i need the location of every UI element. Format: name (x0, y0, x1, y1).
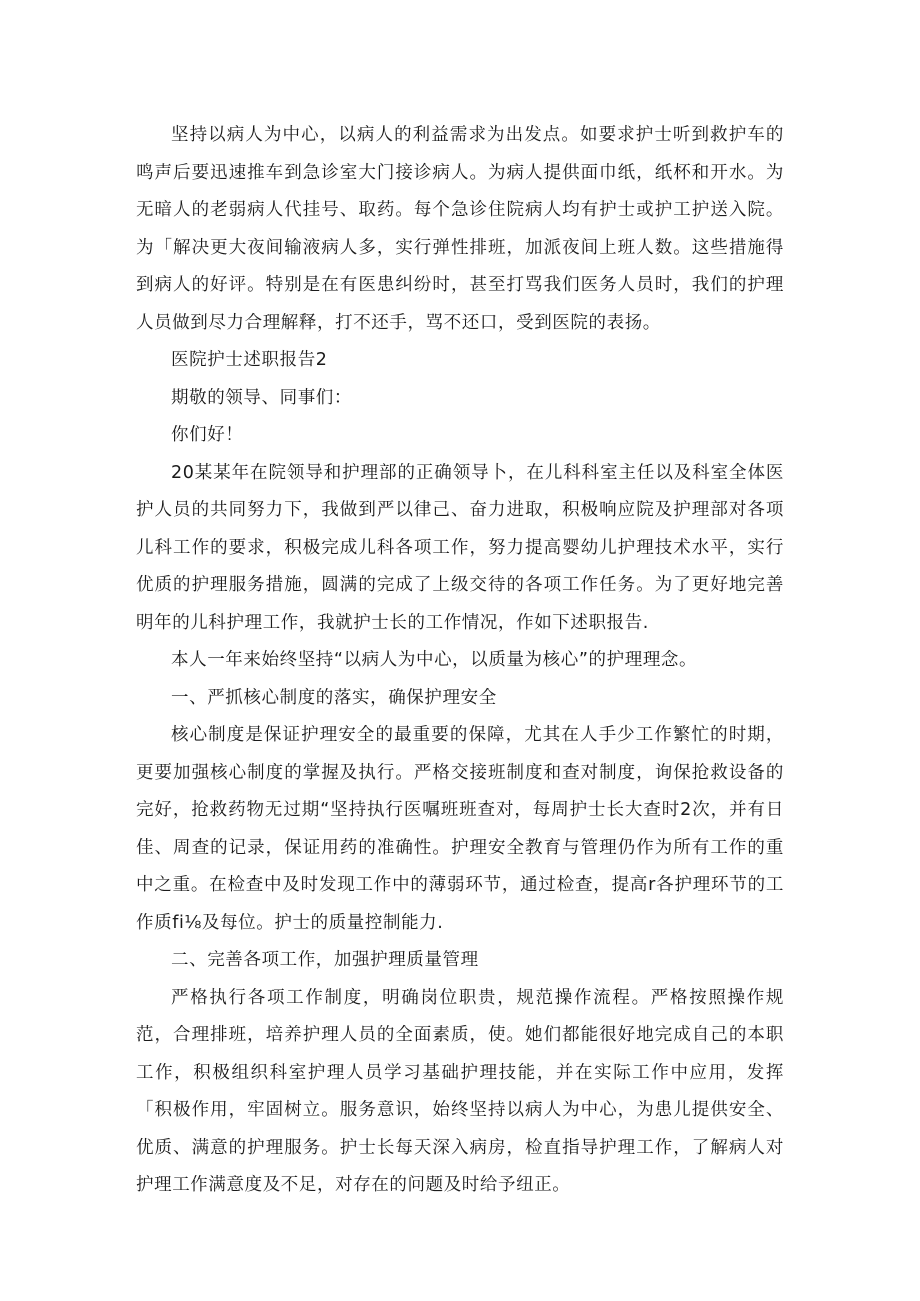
section-heading-1: 一、严抓核心制度的落实，确保护理安全 (171, 687, 497, 708)
section-heading-2: 二、完善各项工作，加强护理质量管理 (171, 950, 479, 970)
paragraph-introduction: 20某某年在院领导和护理部的正确领导卜，在儿科科室主任以及科室全体医护人员的共同努力下，我做到严以律己、奋力进取，积极响应院及护理部对各项儿科工作的要求，积极完成儿科各项工作，努力提高婴幼儿护理技术水平，实行优质的护理服务措施，圆满的完成了上级交待的各项工作任务。为了更好地完善明年的儿科护理工作，我就护士长的工作情况，作如下述职报告. (136, 462, 784, 633)
paragraph-core-system: 核心制度是保证护理安全的最重要的保障，尤其在人手少工作繁忙的时期，更要加强核心制度的掌握及执行。严格交接班制度和查对制度，询保抢救设备的完好，抢救药物无过期“坚持执行医嘱班班查对，每周护士长大查时2次，并有日佳、周查的记录，保证用药的准确性。护理安全教育与管理仍作为所有工作的重中之重。在检查中及时发现工作中的薄弱环节，通过检查，提高r各护理环节的工作质fi⅛及每位。护士的质量控制能力. (136, 725, 784, 933)
paragraph-nursing-philosophy: 本人一年来始终坚持“以病人为中心，以质量为核心”的护理理念。 (171, 650, 698, 670)
salutation: 期敬的领导、同事们： (171, 387, 352, 408)
document-body (136, 117, 784, 1205)
report-title: 医院护士述职报告2 (171, 350, 328, 370)
paragraph-patient-centered: 坚持以病人为中心，以病人的利益需求为出发点。如要求护士听到救护车的鸣声后要迅速推车到急诊室大门接诊病人。为病人提供面巾纸，纸杯和开水。为无暗人的老弱病人代挂号、取药。每个急诊住院病人均有护士或护工护送入院。为「解决更大夜间输液病人多，实行弹性排班，加派夜间上班人数。这些措施得到病人的好评。特别是在有医患纠纷时，甚至打骂我们医务人员时，我们的护理人员做到尽力合理解释，打不还手，骂不还口，受到医院的表扬。 (136, 125, 784, 333)
paragraph-quality-management: 严格执行各项工作制度，明确岗位职贵，规范操作流程。严格按照操作规范，合理排班，培养护理人员的全面素质，使。她们都能很好地完成自己的本职工作，积极组织科室护理人员学习基础护理技能，并在实际工作中应用，发挥「积极作用，牢固树立。服务意识，始终坚持以病人为中心，为患儿提供安全、优质、满意的护理服务。护士长每天深入病房，检直指导护理工作，了解病人对护理工作满意度及不足，对存在的问题及时给予纽正。 (136, 987, 784, 1195)
greeting: 你们好！ (171, 425, 244, 445)
